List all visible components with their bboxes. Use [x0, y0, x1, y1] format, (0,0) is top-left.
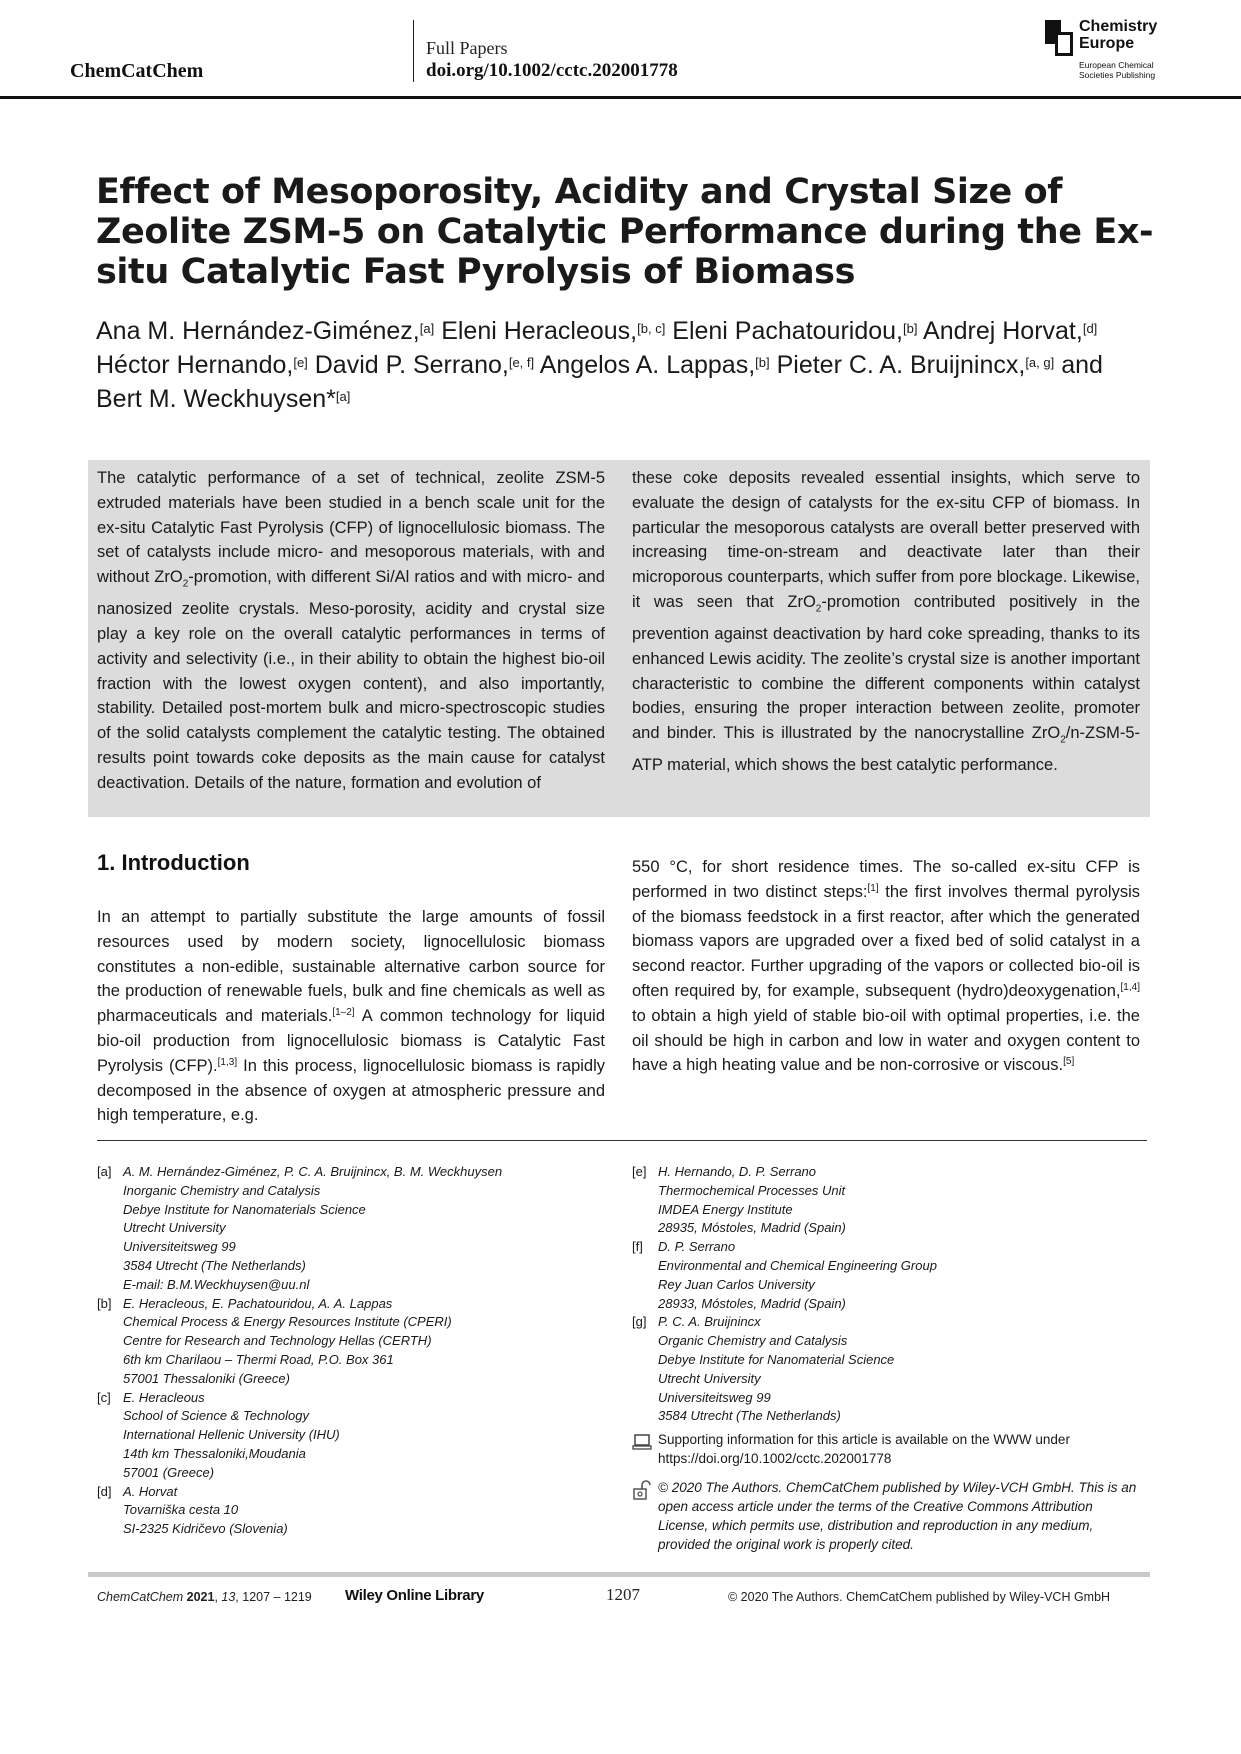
citation[interactable]: [1,3]: [217, 1056, 238, 1068]
abstract-right-column: these coke deposits revealed essential insights, which serve to evaluate the design of catalysts for the ex-situ CFP of biomass. In particular the mesoporous catalysts are overall better preserved with increasing time-on-stream and deactivate later than their microporous counterparts, which suffer from pore blockage. Likewise, it was seen that ZrO$_2$-promotion contributed positively in the prevention against deactivation by hard coke spreading, thanks to its enhanced Lewis acidity. The zeolite’s crystal size is another important characteristic to combine the different components within catalyst bodies, ensuring the proper interaction between zeolite, promoter and binder. This is illustrated by the nanocrystalline ZrO$_2$/n-ZSM-5-ATP material, which shows the best catalytic performance.: [632, 469, 1140, 775]
affiliation-a: [a] A. M. Hernández-Giménez, P. C. A. Bruijnincx, B. M. Weckhuysen Inorganic Chemistry and Catalysis Debye Institute for Nanomaterials Science Utrecht University Universiteitsweg 99 3584 Utrecht (The Netherlands) E-mail: B.M.Weckhuysen@uu.nl: [97, 1163, 617, 1295]
citation[interactable]: [5]: [1063, 1056, 1075, 1068]
affiliation-g: [g] P. C. A. Bruijnincx Organic Chemistry and Catalysis Debye Institute for Nanomaterial Science Utrecht University Universiteitsweg 99 3584 Utrecht (The Netherlands): [632, 1314, 895, 1424]
author-list: [96, 314, 1156, 416]
affiliation-e: [e] H. Hernando, D. P. Serrano Thermochemical Processes Unit IMDEA Energy Institute 28935, Móstoles, Madrid (Spain): [632, 1164, 846, 1236]
abstract-left-column: The catalytic performance of a set of technical, zeolite ZSM-5 extruded materials have been studied in a bench scale unit for the ex-situ Catalytic Fast Pyrolysis (CFP) of lignocellulosic biomass. The set of catalysts include micro- and mesoporous materials, with and without ZrO$_2$-promotion, with different Si/Al ratios and with micro- and nanosized zeolite crystals. Meso-porosity, acidity and crystal size play a key role on the overall catalytic performances in terms of activity and selectivity (i.e., in their ability to obtain the highest bio-oil fraction with the lowest oxygen content), and also importantly, stability. Detailed post-mortem bulk and micro-spectroscopic studies of the solid catalysts complement the catalytic testing. The obtained results point towards coke deposits as the main cause for catalyst deactivation. Details of the nature, formation and evolution of: [97, 469, 605, 792]
logo-sub-line1: European Chemical: [1079, 60, 1154, 70]
footer-citation: ChemCatChem 2021, 13, 1207 – 1219: [97, 1590, 312, 1604]
journal-name: ChemCatChem: [70, 60, 204, 82]
supporting-info-text: Supporting information for this article is available on the WWW under https://doi.org/10.1002/cctc.202001778: [658, 1432, 1070, 1466]
supporting-info-note[interactable]: [632, 1430, 1142, 1468]
citation[interactable]: [1,4]: [1120, 981, 1140, 993]
affiliations-right: [632, 1163, 1152, 1426]
open-access-text: © 2020 The Authors. ChemCatChem published by Wiley-VCH GmbH. This is an open access article under the terms of the Creative Commons Attribution License, which permits use, distribution and reproduction in any medium, provided the original work is properly cited.: [658, 1480, 1137, 1552]
author: Ana M. Hernández-Giménez,[a]: [96, 317, 435, 345]
author: Eleni Heracleous,[b, c]: [441, 317, 666, 345]
affiliation-c: [c] E. Heracleous School of Science & Technology International Hellenic University (IHU) 14th km Thessaloniki,Moudania 57001 (Greece): [97, 1389, 340, 1480]
author: Pieter C. A. Bruijnincx,[a, g]: [776, 351, 1055, 379]
author: Eleni Pachatouridou,[b]: [672, 317, 918, 345]
citation[interactable]: [1]: [867, 882, 879, 894]
chemistry-europe-logo[interactable]: [1045, 18, 1175, 82]
author: Angelos A. Lappas,[b]: [539, 351, 770, 379]
article-title: Effect of Mesoporosity, Acidity and Crystal Size of Zeolite ZSM-5 on Catalytic Performance during the Ex-situ Catalytic Fast Pyrolysis of Biomass: [96, 172, 1154, 292]
logo-name: [1079, 18, 1157, 52]
author: Héctor Hernando,[e]: [96, 351, 308, 379]
open-access-note: [632, 1478, 1142, 1554]
logo-name-line2: Europe: [1079, 35, 1135, 52]
footer-copyright: © 2020 The Authors. ChemCatChem published by Wiley-VCH GmbH: [728, 1590, 1111, 1604]
article-doi[interactable]: doi.org/10.1002/cctc.202001778: [426, 60, 678, 81]
author-conjunction: and: [1061, 351, 1103, 379]
logo-subtitle: [1079, 60, 1155, 80]
citation[interactable]: [1–2]: [332, 1007, 355, 1019]
affiliation-divider: [97, 1140, 1147, 1141]
affiliation-b: [b] E. Heracleous, E. Pachatouridou, A. A. Lappas Chemical Process & Energy Resources Institute (CPERI) Centre for Research and Technology Hellas (CERTH) 6th km Charilaou – Thermi Road, P.O. Box 361 57001 Thessaloniki (Greece): [97, 1295, 452, 1386]
corresponding-author: Bert M. Weckhuysen*[a]: [96, 385, 351, 413]
chemistry-europe-logo-icon: [1045, 20, 1073, 56]
footer-rule: [88, 1572, 1150, 1577]
affiliations-left: [97, 1163, 617, 1539]
computer-icon: [632, 1432, 652, 1452]
affiliation-d: [d] A. Horvat Tovarniška cesta 10 SI-2325 Kidričevo (Slovenia): [97, 1483, 288, 1537]
corresponding-email[interactable]: E-mail: B.M.Weckhuysen@uu.nl: [123, 1276, 310, 1292]
article-type: Full Papers: [426, 38, 508, 58]
intro-left-column: In an attempt to partially substitute the large amounts of fossil resources used by modern society, lignocellulosic biomass constitutes a non-edible, sustainable alternative carbon source for the production of renewable fuels, bulk and fine chemicals as well as pharmaceuticals and materials.[1–2] A common technology for liquid bio-oil production from lignocellulosic biomass is Catalytic Fast Pyrolysis (CFP).[1,3] In this process, lignocellulosic biomass is rapidly decomposed in the absence of oxygen at atmospheric pressure and high temperature, e.g.: [97, 908, 606, 1125]
intro-right-column: 550 °C, for short residence times. The so-called ex-situ CFP is performed in two distinct steps:[1] the first involves thermal pyrolysis of the biomass feedstock in a first reactor, after which the generated biomass vapors are upgraded over a fixed bed of solid catalyst in a second reactor. Further upgrading of the vapors or collected bio-oil is often required by, for example, subsequent (hydro)deoxygenation,[1,4] to obtain a high yield of stable bio-oil with optimal properties, i.e. the oil should be high in carbon and low in water and oxygen content to have a high heating value and be non-corrosive or viscous.[5]: [632, 858, 1140, 1075]
wiley-online-library-link[interactable]: Wiley Online Library: [345, 1587, 484, 1604]
affiliation-f: [f] D. P. Serrano Environmental and Chemical Engineering Group Rey Juan Carlos University 28933, Móstoles, Madrid (Spain): [632, 1239, 937, 1311]
header-rule: [0, 96, 1241, 99]
page-number: 1207: [606, 1585, 640, 1604]
logo-name-line1: Chemistry: [1079, 18, 1158, 35]
author: David P. Serrano,[e, f]: [314, 351, 535, 379]
header-divider: [413, 20, 414, 82]
section-heading-introduction: 1. Introduction: [97, 850, 250, 875]
logo-sub-line2: Societies Publishing: [1079, 70, 1156, 80]
author: Andrej Horvat,[d]: [923, 317, 1098, 345]
open-lock-icon: [632, 1480, 652, 1500]
